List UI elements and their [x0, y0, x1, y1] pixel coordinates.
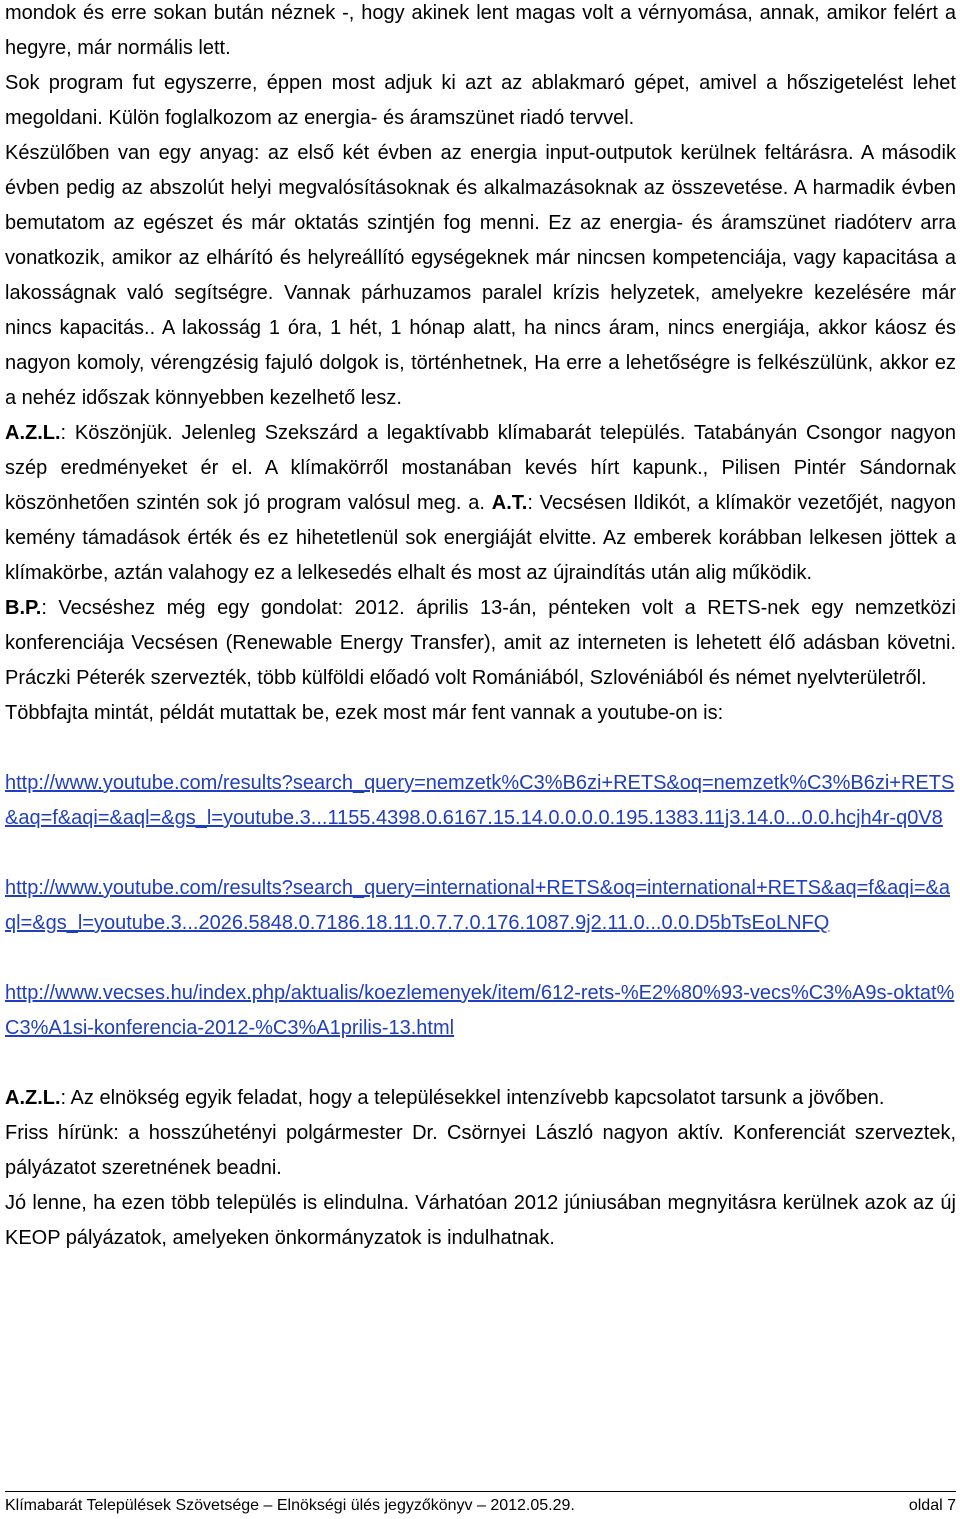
document-page — [5, 0, 956, 1256]
paragraph-keop: Jó lenne, ha ezen több település is elindulna. Várhatóan 2012 júniusában megnyitásra kerülnek azok az új KEOP pályázatok, amelyeken önkormányzatok is indulhatnak. — [5, 1192, 956, 1249]
youtube-link-2[interactable]: http://www.youtube.com/results?search_query=international+RETS&oq=international+RETS&aq=f&aqi=&aql=&gs_l=youtube.3...2026.5848.0.7186.18.11.0.7.7.0.176.1087.9j2.11.0...0.0.D5bTsEoLNFQ — [5, 877, 950, 934]
paragraph-programs: Sok program fut egyszerre, éppen most adjuk ki azt az ablakmaró gépet, amivel a hőszigetelést lehet megoldani. Külön foglalkozom az energia- és áramszünet riadó tervvel. — [5, 72, 956, 129]
link-block-2 — [5, 871, 956, 941]
paragraph-text: : Az elnökség egyik feladat, hogy a településekkel intenzívebb kapcsolatot tarsunk a jövőben. — [60, 1087, 885, 1109]
spacer — [5, 1046, 956, 1081]
paragraph-azl-elnokseg — [5, 1081, 956, 1116]
paragraph-azl-koszonjuk — [5, 416, 956, 591]
spacer — [5, 731, 956, 766]
paragraph-text: : Köszönjük. Jelenleg Szekszárd a legaktívabb klímabarát település. Tatabányán Csongor nagyon szép eredményeket ér el. A klímakörről mostanában kevés hírt kapunk., Pilisen Pintér Sándornak köszönhetően szintén sok jó program valósul meg. a. — [5, 422, 956, 514]
speaker-label: A.T. — [491, 492, 528, 514]
spacer — [5, 836, 956, 871]
footer-divider — [5, 1491, 956, 1492]
link-block-1 — [5, 766, 956, 836]
vecses-link[interactable]: http://www.vecses.hu/index.php/aktualis/koezlemenyek/item/612-rets-%E2%80%93-vecs%C3%A9s-oktat%C3%A1si-konferencia-2012-%C3%A1prilis-13.html — [5, 982, 955, 1039]
speaker-label: A.Z.L. — [5, 1087, 61, 1109]
paragraph-friss-hir: Friss hírünk: a hosszúhetényi polgármester Dr. Csörnyei László nagyon aktív. Konferenciát szerveztek, pályázatot szeretnének beadni. — [5, 1122, 956, 1179]
paragraph-vernyomas: mondok és erre sokan bután néznek -, hogy akinek lent magas volt a vérnyomása, annak, amikor felért a hegyre, már normális lett. — [5, 2, 956, 59]
footer-document-title: Klímabarát Települések Szövetsége – Elnökségi ülés jegyzőkönyv – 2012.05.29. — [5, 1497, 575, 1514]
spacer — [5, 941, 956, 976]
page-footer — [5, 1496, 956, 1516]
link-block-3 — [5, 976, 956, 1046]
paragraph-riadoterv: Készülőben van egy anyag: az első két évben az energia input-outputok kerülnek feltárásra. A második évben pedig az abszolút helyi megvalósításoknak és alkalmazásoknak az összevetése. A harmadik évben bemutatom az egészet és már oktatás szintjén fog menni. Ez az energia- és áramszünet riadóterv arra vonatkozik, amikor az elhárító és helyreállító egységeknek már nincsen kompetenciája, vagy kapacitása a lakosságnak való segítségre. Vannak párhuzamos paralel krízis helyzetek, amelyekre kezelésére már nincs kapacitás.. A lakosság 1 óra, 1 hét, 1 hónap alatt, ha nincs áram, nincs energiája, akkor káosz és nagyon komoly, vérengzésig fajuló dolgok is, történhetnek, Ha erre a lehetőségre is felkészülünk, akkor ez a nehéz időszak könnyebben kezelhető lesz. — [5, 142, 956, 409]
paragraph-text: : Vecséshez még egy gondolat: 2012. április 13-án, pénteken volt a RETS-nek egy nemzetközi konferenciája Vecsésen (Renewable Energy Transfer), amit az interneten is lehetett élő adásban követni. Práczki Péterék szervezték, több külföldi előadó volt Romániából, Szlovéniából és német nyelvterületről. — [5, 597, 956, 689]
paragraph-text: : Vecsésen Ildikót, a klímakör vezetőjét, nagyon kemény támadások érték és ez hihetetlenül sok energiáját elvitte. Az emberek korábban lelkesen jöttek a klímakörbe, aztán valahogy ez a lelkesedés elhalt és most az újraindítás után alig működik. — [5, 492, 957, 584]
speaker-label: B.P. — [5, 597, 42, 619]
footer-page-number: oldal 7 — [908, 1497, 956, 1514]
speaker-label: A.Z.L. — [5, 422, 61, 444]
paragraph-bp-vecses — [5, 591, 956, 696]
youtube-link-1[interactable]: http://www.youtube.com/results?search_query=nemzetk%C3%B6zi+RETS&oq=nemzetk%C3%B6zi+RETS&aq=f&aqi=&aql=&gs_l=youtube.3...1155.4398.0.6167.15.14.0.0.0.0.195.1383.11j3.14.0...0.0.hcjh4r-q0V8 — [5, 772, 955, 829]
paragraph-youtube-intro: Többfajta mintát, példát mutattak be, ezek most már fent vannak a youtube-on is: — [5, 702, 724, 724]
